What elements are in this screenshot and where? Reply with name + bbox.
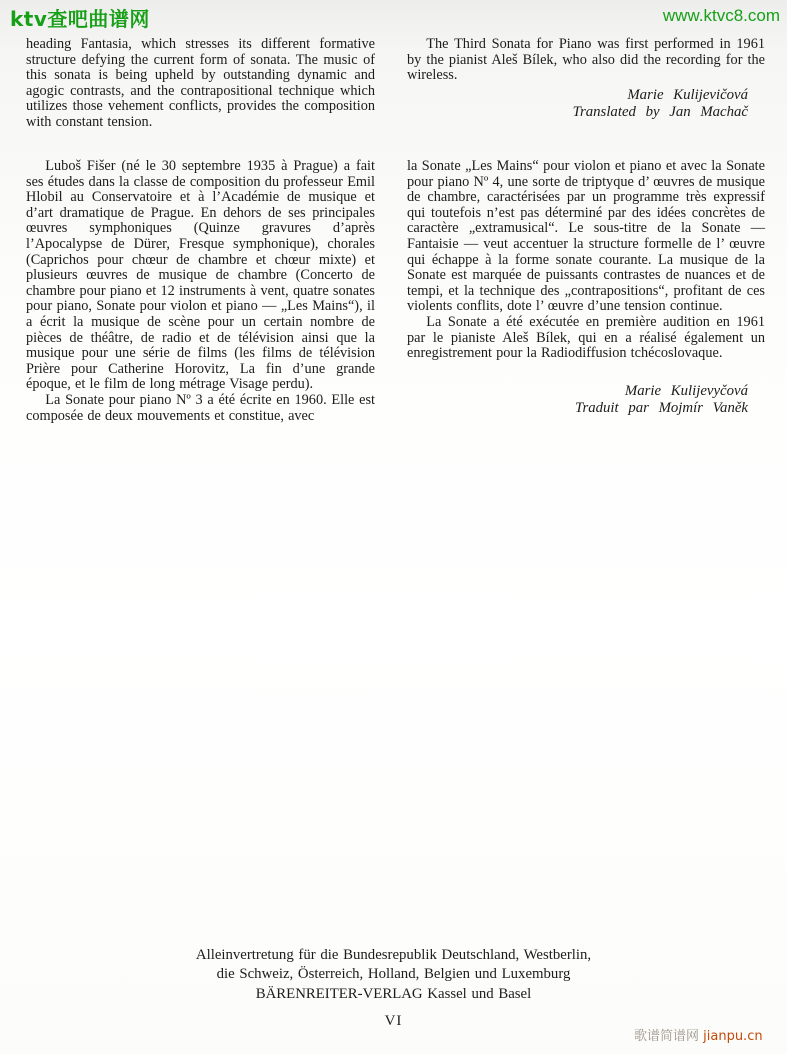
left-english-section xyxy=(26,37,375,159)
author-name-french: Marie Kulijevyčová xyxy=(624,382,748,399)
translator-credit-french: Traduit par Mojmír Vaněk xyxy=(575,399,748,416)
english-paragraph-continuation: heading Fantasia, which stresses its different formative structure defying the current form of sonata. The music of this sonata is being upheld by outstanding dynamic and agogic contrasts, and the contrapositional technique which utilizes those vehement conflicts, provides the composition with constant tension. xyxy=(26,36,375,130)
watermark-ktvc8-url: www.ktvc8.com xyxy=(662,6,780,25)
english-credits xyxy=(407,87,765,121)
right-french-section xyxy=(407,159,765,417)
left-column xyxy=(26,37,375,424)
imprint-line-2: die Schweiz, Österreich, Holland, Belgien und Luxemburg xyxy=(216,966,571,983)
watermark-ktv-site: ktv查吧曲谱网 xyxy=(10,7,150,31)
watermark-jianpu-site: 歌谱简谱网 xyxy=(634,1029,704,1044)
english-premiere-paragraph: The Third Sonata for Piano was first performed in 1961 by the pianist Aleš Bílek, who also did the recording for the wireless. xyxy=(407,36,765,84)
french-sonata-paragraph-start: La Sonate pour piano Nº 3 a été écrite en 1960. Elle est composée de deux mouvements et constitue, avec xyxy=(26,391,375,424)
translator-credit: Translated by Jan Machač xyxy=(572,103,748,120)
imprint-line-3: BÄRENREITER-VERLAG Kassel und Basel xyxy=(255,985,532,1002)
right-english-section xyxy=(407,37,765,159)
watermark-jianpu xyxy=(634,1025,763,1044)
french-sonata-paragraph-continuation: la Sonate „Les Mains“ pour violon et piano et avec la Sonate pour piano Nº 4, une sorte de triptyque d’ œuvres de musique de chambre, caractérisées par un programme très expressif qui toutefois n’est pas déterminé par des idées concrètes de caractère „extramusical“. Le sous-titre de la Sonate — Fantaisie — veut accentuer la structure formelle de l’ œuvre qui échappe à la forme sonate courante. La musique de la Sonate est marquée de puissants contrastes de nuances et de tempi, et la technique des „contrapositions“, profitant de ces violents conflits, dote l’ œuvre d’une tension continue. xyxy=(407,158,765,315)
publisher-imprint xyxy=(0,946,787,1004)
french-credits xyxy=(407,383,765,417)
left-french-section xyxy=(26,159,375,424)
page-number: VI xyxy=(384,1013,403,1029)
watermark-jianpu-url: jianpu.cn xyxy=(703,1029,763,1044)
author-name: Marie Kulijevičová xyxy=(627,86,748,103)
two-column-text-area xyxy=(26,37,765,424)
french-premiere-paragraph: La Sonate a été exécutée en première audition en 1961 par le pianiste Aleš Bílek, qui en a réalisé également un enregistrement pour la Radiodiffusion tchécoslovaque. xyxy=(407,313,765,362)
imprint-line-1: Alleinvertretung für die Bundesrepublik Deutschland, Westberlin, xyxy=(195,947,592,963)
right-column xyxy=(407,37,765,424)
french-biography-paragraph: Luboš Fišer (né le 30 septembre 1935 à Prague) a fait ses études dans la classe de composition du professeur Emil Hlobil au Conservatoire et à l’Académie de musique et d’art dramatique de Prague. En dehors de ses principales œuvres symphoniques (Quinze gravures d’après l’Apocalypse de Dürer, Fresque symphonique), chorales (Caprichos pour chœur de chambre et chœur mixte) et plusieurs œuvres de musique de chambre (Concerto de chambre pour piano et 12 instruments à vent, quatre sonates pour piano, Sonate pour violon et piano — „Les Mains“), il a écrit la musique de scène pour un certain nombre de pièces de théâtre, de radio et de télévision ainsi que la musique pour une série de films (les films de télévision Prière pour Catherine Horovitz, La fin d’une grande époque, et le film de long métrage Visage perdu). xyxy=(26,158,375,393)
